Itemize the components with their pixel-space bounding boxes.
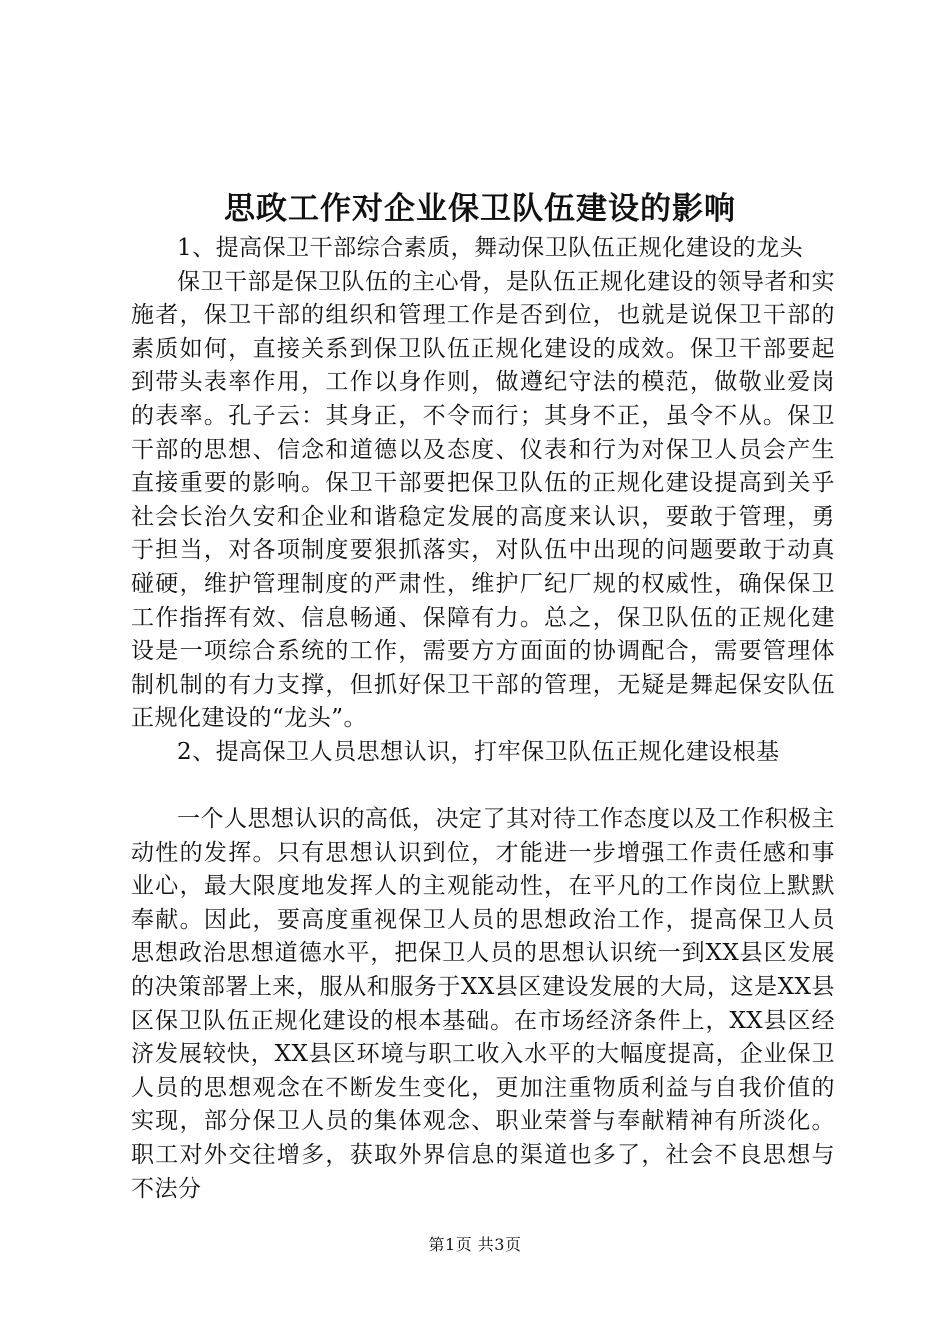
body-paragraph-1: 保卫干部是保卫队伍的主心骨，是队伍正规化建设的领导者和实施者，保卫干部的组织和管理工作是否到位，也就是说保卫干部的素质如何，直接关系到保卫队伍正规化建设的成效。保卫干部要起到带头表率作用，工作以身作则，做遵纪守法的模范，做敬业爱岗的表率。孔子云：其身正，不令而行；其身不正，虽令不从。保卫干部的思想、信念和道德以及态度、仪表和行为对保卫人员会产生直接重要的影响。保卫干部要把保卫队伍的正规化建设提高到关乎社会长治久安和企业和谐稳定发展的高度来认识，要敢于管理，勇于担当，对各项制度要狠抓落实，对队伍中出现的问题要敢于动真碰硬，维护管理制度的严肃性，维护厂纪厂规的权威性，确保保卫工作指挥有效、信息畅通、保障有力。总之，保卫队伍的正规化建设是一项综合系统的工作，需要方方面面的协调配合，需要管理体制机制的有力支撑，但抓好保卫干部的管理，无疑是舞起保安队伍正规化建设的“龙头”。 — [131, 268, 835, 732]
section-heading-1: 1、提高保卫干部综合素质，舞动保卫队伍正规化建设的龙头 — [177, 235, 804, 261]
section-heading-2: 2、提高保卫人员思想认识，打牢保卫队伍正规化建设根基 — [177, 738, 780, 765]
body-paragraph-2: 一个人思想认识的高低，决定了其对待工作态度以及工作积极主动性的发挥。只有思想认识到位，才能进一步增强工作责任感和事业心，最大限度地发挥人的主观能动性，在平凡的工作岗位上默默奉献。因此，要高度重视保卫人员的思想政治工作，提高保卫人员思想政治思想道德水平，把保卫人员的思想认识统一到XX县区发展的决策部署上来，服从和服务于XX县区建设发展的大局，这是XX县区保卫队伍正规化建设的根本基础。在市场经济条件上，XX县区经济发展较快，XX县区环境与职工收入水平的大幅度提高，企业保卫人员的思想观念在不断发生变化，更加注重物质利益与自我价值的实现，部分保卫人员的集体观念、职业荣誉与奉献精神有所淡化。职工对外交往增多，获取外界信息的渠道也多了，社会不良思想与不法分 — [131, 806, 835, 1202]
page-number-footer: 第1页 共3页 — [428, 1235, 522, 1254]
document-title: 思政工作对企业保卫队伍建设的影响 — [224, 191, 736, 227]
document-body — [131, 232, 835, 1206]
